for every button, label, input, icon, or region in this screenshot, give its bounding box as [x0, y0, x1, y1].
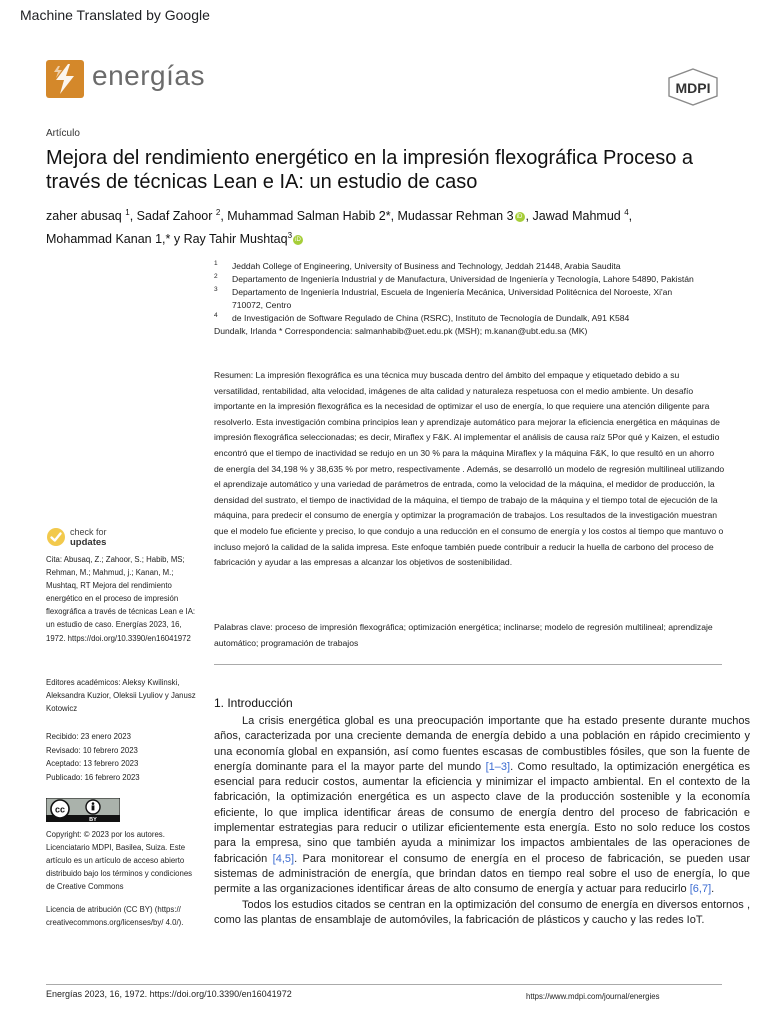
- section-heading-introduction: 1. Introducción: [214, 696, 293, 710]
- affiliation-item: [214, 312, 704, 325]
- paragraph-text: La crisis energética global es una preocupación importante que ha estado presente durante muchos años, caracterizada por una creciente demanda de energía debido a una población en rápido crecimiento y una economía global en expansión, así como fuentes escasas de combustibles fósiles, que son la fuente de energía dominante para el la mayor parte del mundo: [214, 715, 750, 773]
- introduction-body: [214, 714, 750, 928]
- reference-link[interactable]: [4,5]: [272, 852, 295, 865]
- cc-symbol: cc: [54, 804, 66, 815]
- affiliation-number: 3: [214, 286, 218, 293]
- date-accepted: Aceptado: 13 febrero 2023: [46, 759, 139, 769]
- check-for-updates-button[interactable]: [46, 525, 146, 549]
- check-updates-label: check for: [70, 527, 107, 537]
- citation: Cita: Abusaq, Z.; Zahoor, S.; Habib, MS; Rehman, M.; Mahmud, j.; Kanan, M.; Mushtaq, RT Mejora del rendimiento energético en el proceso de impresión flexográfica a través de técnicas Lean e IA: un estudio de caso. Energías 2023, 16, 1972. https://doi.org/10.3390/en16041972: [46, 555, 196, 643]
- affiliation-text: de Investigación de Software Regulado de China (RSRC), Instituto de Tecnología de Dundalk, A91 K584: [232, 313, 630, 323]
- author-name: zaher abusaq: [46, 209, 122, 224]
- journal-name: energías: [92, 60, 205, 91]
- orcid-icon[interactable]: iD: [293, 235, 303, 245]
- affiliations: [214, 260, 704, 338]
- license-notice: Licencia de atribución (CC BY) (https:// creativecommons.org/licenses/by/ 4.0/).: [46, 905, 184, 927]
- copyright-notice: Copyright: © 2023 por los autores. Licenciatario MDPI, Basilea, Suiza. Este artículo es un artículo de acceso abierto distribuido bajo los términos y condiciones de Creative Commons: [46, 830, 193, 891]
- check-updates-label-bold: updates: [70, 537, 107, 548]
- paragraph-text: . Como resultado, la optimización energética es esencial para reducir costos, aumentar la eficiencia y minimizar el impacto ambiental. En el contexto de la fabricación, la optimización energética es un aspecto clave de la producción sostenible y la economía eficiente, lo que implica identificar áreas de consumo de energía dentro del proceso de fabricación e implementar estrategias para reducir o utilizar eficientemente esta energía. Esto no solo reduce los costos para la empresa, sino que también ayuda a minimizar los impactos ambientales de las operaciones de fabricación: [214, 760, 750, 865]
- by-label: BY: [89, 817, 97, 822]
- reference-link[interactable]: [6,7]: [689, 883, 712, 896]
- machine-translation-banner: Machine Translated by Google: [20, 7, 210, 23]
- abstract: Resumen: La impresión flexográfica es una técnica muy buscada dentro del ámbito del empaque y etiquetado debido a su versatilidad, rentabilidad, alta velocidad, imágenes de alta calidad y naturaleza respetuosa con el medio ambiente. Un desafío importante en la impresión flexográfica es la necesidad de optimizar el uso de energía, lo que requiere una atención diligente para resolverlo. Esta investigación combina principios lean y aprendizaje automático para mejorar la eficiencia energética en máquinas de impresión flexográfica seleccionadas; es decir, Miraflex y F&K. Al implementar el análisis de causa raíz 5Por qué y Kaizen, el estudio encontró que el tiempo de inactividad se redujo en un 30 % para la máquina Miraflex y la máquina F&K, lo que resultó en un ahorro de energía del 34,198 % y 38,635 % por metro, respectivamente . Además, se desarrolló un modelo de regresión multilineal utilizando el aprendizaje automático y una variedad de parámetros de entrada, como la velocidad de la máquina, el medidor de producción, la densidad del sustrato, el tiempo de inactividad de la máquina, el tiempo de trabajo de la máquina y el tiempo total de ejecución de la máquina, para predecir el consumo de energía y optimizar la programación de trabajos. Los resultados de la investigación muestran que el modelo fue eficiente y preciso, lo que condujo a una reducción en el consumo de energía y los costos al tiempo que mantuvo o incluso mejoró la calidad de la salida impresa. Este enfoque también puede contribuir a reducir la huella de carbono del proceso de fabricación y ayudar a las empresas a alcanzar los objetivos de sostenibilidad.: [214, 370, 725, 568]
- author-separator: ,: [628, 209, 633, 224]
- correspondence: Dundalk, Irlanda * Correspondencia: salmanhabib@uet.edu.pk (MSH); m.kanan@ubt.edu.sa (MK): [214, 326, 588, 336]
- affiliation-number: 1: [214, 260, 218, 267]
- affiliation-text: Jeddah College of Engineering, University of Business and Technology, Jeddah 21448, Arabia Saudita: [232, 261, 621, 271]
- academic-editors: Editores académicos: Aleksy Kwilinski, Aleksandra Kuzior, Oleksii Lyuliov y Janusz Kotowicz: [46, 678, 196, 714]
- affiliation-text: Departamento de Ingeniería Industrial, Escuela de Ingeniería Mecánica, Universidad Politécnica del Noroeste, Xi'an 710072, Centro: [232, 287, 673, 310]
- author-name: , Jawad Mahmud: [525, 209, 621, 224]
- footer-citation: Energías 2023, 16, 1972. https://doi.org/10.3390/en16041972: [46, 989, 292, 999]
- date-published: Publicado: 16 febrero 2023: [46, 772, 140, 782]
- cc-by-license-badge[interactable]: [46, 798, 120, 822]
- orcid-icon[interactable]: iD: [515, 212, 525, 222]
- article-type: Artículo: [46, 128, 80, 139]
- publication-dates: [46, 730, 196, 784]
- affiliation-item: [214, 273, 704, 286]
- affiliation-number: 2: [214, 273, 218, 280]
- affiliation-text: Departamento de Ingeniería Industrial y de Manufactura, Universidad de Ingeniería y Tecnología, Lahore 54890, Pakistán: [232, 274, 694, 284]
- author-name: , Sadaf Zahoor: [129, 209, 213, 224]
- paragraph-text: . Para monitorear el consumo de energía en el proceso de fabricación, se pueden usar sistemas de administración de energía, que brindan datos en tiempo real sobre el uso de energía, lo que permite a las organizaciones identificar áreas de alto consumo de energía y actuar para reducirlo: [214, 852, 750, 896]
- author-name: Mohammad Kanan 1,* y Ray Tahir Mushtaq: [46, 232, 288, 247]
- section-divider: [214, 664, 722, 665]
- author-list: [46, 203, 726, 249]
- keywords: Palabras clave: proceso de impresión flexográfica; optimización energética; inclinarse; modelo de regresión multilineal; aprendizaje automático; programación de trabajos: [214, 622, 713, 648]
- article-title: Mejora del rendimiento energético en la impresión flexográfica Proceso a través de técnicas Lean e IA: un estudio de caso: [46, 147, 694, 193]
- check-updates-icon: [46, 527, 66, 547]
- energies-logo-icon[interactable]: [46, 60, 84, 98]
- mdpi-logo-icon[interactable]: [666, 68, 720, 106]
- paragraph-text: .: [711, 883, 715, 896]
- reference-link[interactable]: [1–3]: [485, 760, 511, 773]
- date-revised: Revisado: 10 febrero 2023: [46, 745, 138, 755]
- paragraph-text: Todos los estudios citados se centran en la optimización del consumo de energía en diversos entornos , como las plantas de ensamblaje de automóviles, la fabricación de plásticos y caucho y las redes IoT.: [214, 898, 750, 926]
- footer-divider: [46, 984, 722, 985]
- publisher-name: MDPI: [675, 80, 711, 96]
- affiliation-item: [214, 286, 704, 312]
- date-received: Recibido: 23 enero 2023: [46, 732, 131, 741]
- affiliation-item: [214, 260, 704, 273]
- author-affiliation-marker: 4: [624, 208, 629, 217]
- author-affiliation-marker: 3: [287, 231, 293, 241]
- author-affiliation-marker: 1: [125, 208, 130, 217]
- author-name: , Muhammad Salman Habib 2*, Mudassar Rehman 3: [220, 209, 514, 224]
- author-affiliation-marker: 2: [215, 208, 221, 217]
- journal-url-link[interactable]: https://www.mdpi.com/journal/energies: [526, 992, 660, 1001]
- affiliation-number: 4: [214, 312, 218, 319]
